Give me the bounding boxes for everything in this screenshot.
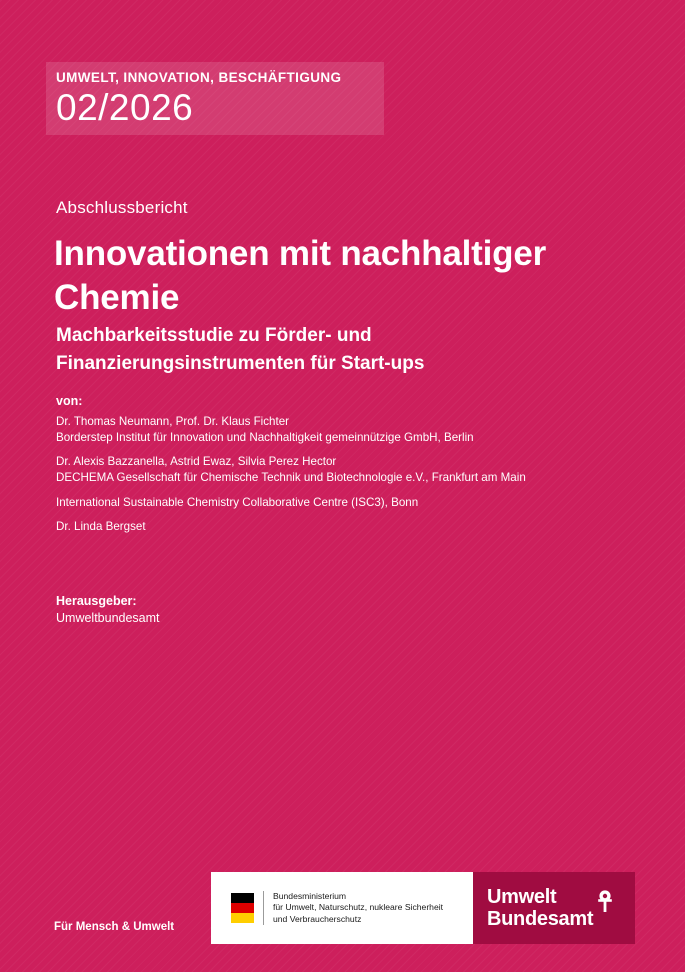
- authors-block: [56, 394, 616, 544]
- ministry-text: [273, 891, 443, 926]
- agency-text: [487, 886, 593, 931]
- agency-line-2: Bundesamt: [487, 908, 594, 930]
- umweltbundesamt-mark-icon: [595, 890, 615, 912]
- page-title: Innovationen mit nachhaltiger Chemie: [54, 234, 547, 318]
- author-names: Dr. Thomas Neumann, Prof. Dr. Klaus Fichter: [56, 415, 290, 428]
- agency-line-1: Umwelt: [487, 885, 557, 908]
- author-group: [56, 454, 616, 485]
- author-names: Dr. Alexis Bazzanella, Astrid Ewaz, Silvia Perez Hector: [56, 455, 337, 469]
- tagline: Für Mensch & Umwelt: [54, 921, 175, 933]
- series-banner: [46, 62, 384, 135]
- author-affiliation: Borderstep Institut für Innovation und Nachhaltigkeit gemeinnützige GmbH, Berlin: [56, 430, 474, 444]
- issue-number: 02/2026: [56, 87, 194, 128]
- report-type: Abschlussbericht: [56, 198, 188, 217]
- author-group: [56, 495, 616, 511]
- author-group: [56, 519, 616, 535]
- series-label: UMWELT, INNOVATION, BESCHÄFTIGUNG: [56, 70, 342, 85]
- author-group: [56, 414, 616, 445]
- publisher-heading: Herausgeber:: [56, 594, 137, 608]
- ministry-line-1: Bundesministerium: [273, 890, 347, 901]
- page-subtitle: Machbarkeitsstudie zu Förder- und Finanzierungsinstrumenten für Start-ups: [56, 325, 425, 374]
- publisher-block: [56, 594, 160, 625]
- publisher-name: Umweltbundesamt: [56, 611, 160, 625]
- ministry-line-2: für Umwelt, Naturschutz, nukleare Sicherheit: [273, 902, 444, 913]
- german-flag-icon: [231, 893, 254, 924]
- divider: [263, 891, 264, 925]
- ministry-logo: [211, 872, 473, 944]
- agency-logo: [473, 872, 635, 944]
- author-affiliation: DECHEMA Gesellschaft für Chemische Technik und Biotechnologie e.V., Frankfurt am Main: [56, 470, 526, 484]
- author-names: International Sustainable Chemistry Collaborative Centre (ISC3), Bonn: [56, 495, 419, 509]
- ministry-line-3: und Verbraucherschutz: [273, 913, 362, 924]
- authors-heading: von:: [56, 394, 83, 408]
- author-names: Dr. Linda Bergset: [56, 520, 146, 534]
